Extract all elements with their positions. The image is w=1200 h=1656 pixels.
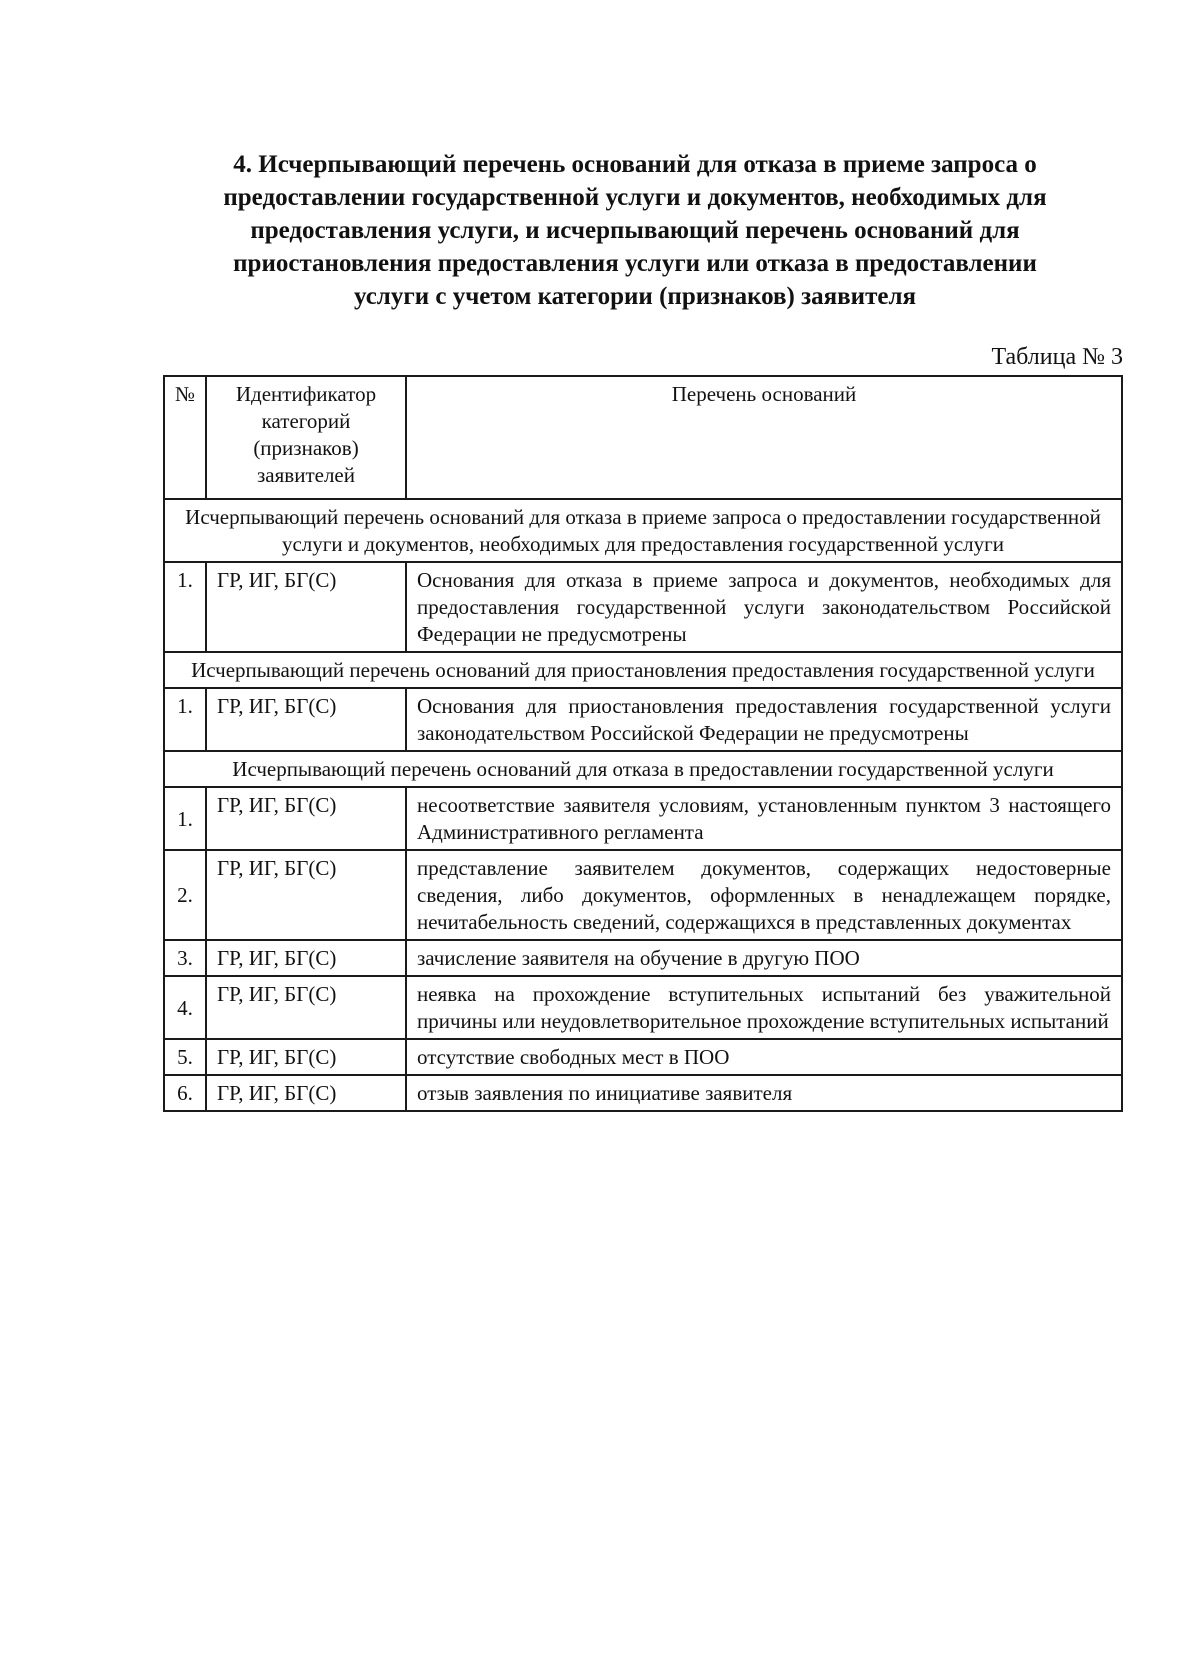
row-number: 1.	[164, 787, 206, 850]
row-ground-text: неявка на прохождение вступительных испытаний без уважительной причины или неудовлетворительное прохождение вступительных испытаний	[406, 976, 1122, 1039]
table-row	[164, 787, 1122, 850]
heading-line: приостановления предоставления услуги или отказа в предоставлении	[233, 250, 1037, 277]
heading-line: услуги с учетом категории (признаков) заявителя	[353, 283, 917, 310]
table-row	[164, 1039, 1122, 1075]
row-ground-text: Основания для отказа в приеме запроса и документов, необходимых для предоставления государственной услуги законодательством Российской Федерации не предусмотрены	[406, 562, 1122, 652]
row-number: 4.	[164, 976, 206, 1039]
table-row	[164, 562, 1122, 652]
row-number: 5.	[164, 1039, 206, 1075]
table-row	[164, 688, 1122, 751]
table-row	[164, 1075, 1122, 1111]
section-heading	[150, 148, 1120, 313]
header-category-id: Идентификатор категорий (признаков) заявителей	[206, 376, 406, 499]
header-grounds-list: Перечень оснований	[406, 376, 1122, 499]
table-row	[164, 940, 1122, 976]
row-category-id: ГР, ИГ, БГ(С)	[206, 787, 406, 850]
section-title: Исчерпывающий перечень оснований для отказа в предоставлении государственной услуги	[164, 751, 1122, 787]
row-ground-text: несоответствие заявителя условиям, установленным пунктом 3 настоящего Административного регламента	[406, 787, 1122, 850]
table-row	[164, 850, 1122, 940]
section-row	[164, 652, 1122, 688]
table-header-row	[164, 376, 1122, 499]
row-ground-text: зачисление заявителя на обучение в другую ПОО	[406, 940, 1122, 976]
row-category-id: ГР, ИГ, БГ(С)	[206, 1039, 406, 1075]
row-ground-text: отсутствие свободных мест в ПОО	[406, 1039, 1122, 1075]
row-ground-text: Основания для приостановления предоставления государственной услуги законодательством Российской Федерации не предусмотрены	[406, 688, 1122, 751]
row-category-id: ГР, ИГ, БГ(С)	[206, 1075, 406, 1111]
row-number: 3.	[164, 940, 206, 976]
row-number: 1.	[164, 688, 206, 751]
row-category-id: ГР, ИГ, БГ(С)	[206, 562, 406, 652]
heading-line: 4. Исчерпывающий перечень оснований для отказа в приеме запроса о	[233, 151, 1037, 178]
row-category-id: ГР, ИГ, БГ(С)	[206, 688, 406, 751]
section-row	[164, 751, 1122, 787]
section-row	[164, 499, 1122, 562]
row-category-id: ГР, ИГ, БГ(С)	[206, 940, 406, 976]
header-num: №	[164, 376, 206, 499]
row-ground-text: представление заявителем документов, содержащих недостоверные сведения, либо документов, оформленных в ненадлежащем порядке, нечитабельность сведений, содержащихся в представленных документах	[406, 850, 1122, 940]
row-category-id: ГР, ИГ, БГ(С)	[206, 976, 406, 1039]
table-caption: Таблица № 3	[991, 344, 1123, 370]
row-number: 6.	[164, 1075, 206, 1111]
grounds-table	[163, 375, 1123, 1112]
heading-line: предоставления услуги, и исчерпывающий перечень оснований для	[250, 217, 1020, 244]
row-category-id: ГР, ИГ, БГ(С)	[206, 850, 406, 940]
row-number: 1.	[164, 562, 206, 652]
heading-line: предоставлении государственной услуги и документов, необходимых для	[223, 184, 1047, 211]
section-title: Исчерпывающий перечень оснований для отказа в приеме запроса о предоставлении государственной услуги и документов, необходимых для предоставления государственной услуги	[164, 499, 1122, 562]
row-number: 2.	[164, 850, 206, 940]
row-ground-text: отзыв заявления по инициативе заявителя	[406, 1075, 1122, 1111]
section-title: Исчерпывающий перечень оснований для приостановления предоставления государственной услуги	[164, 652, 1122, 688]
table-row	[164, 976, 1122, 1039]
